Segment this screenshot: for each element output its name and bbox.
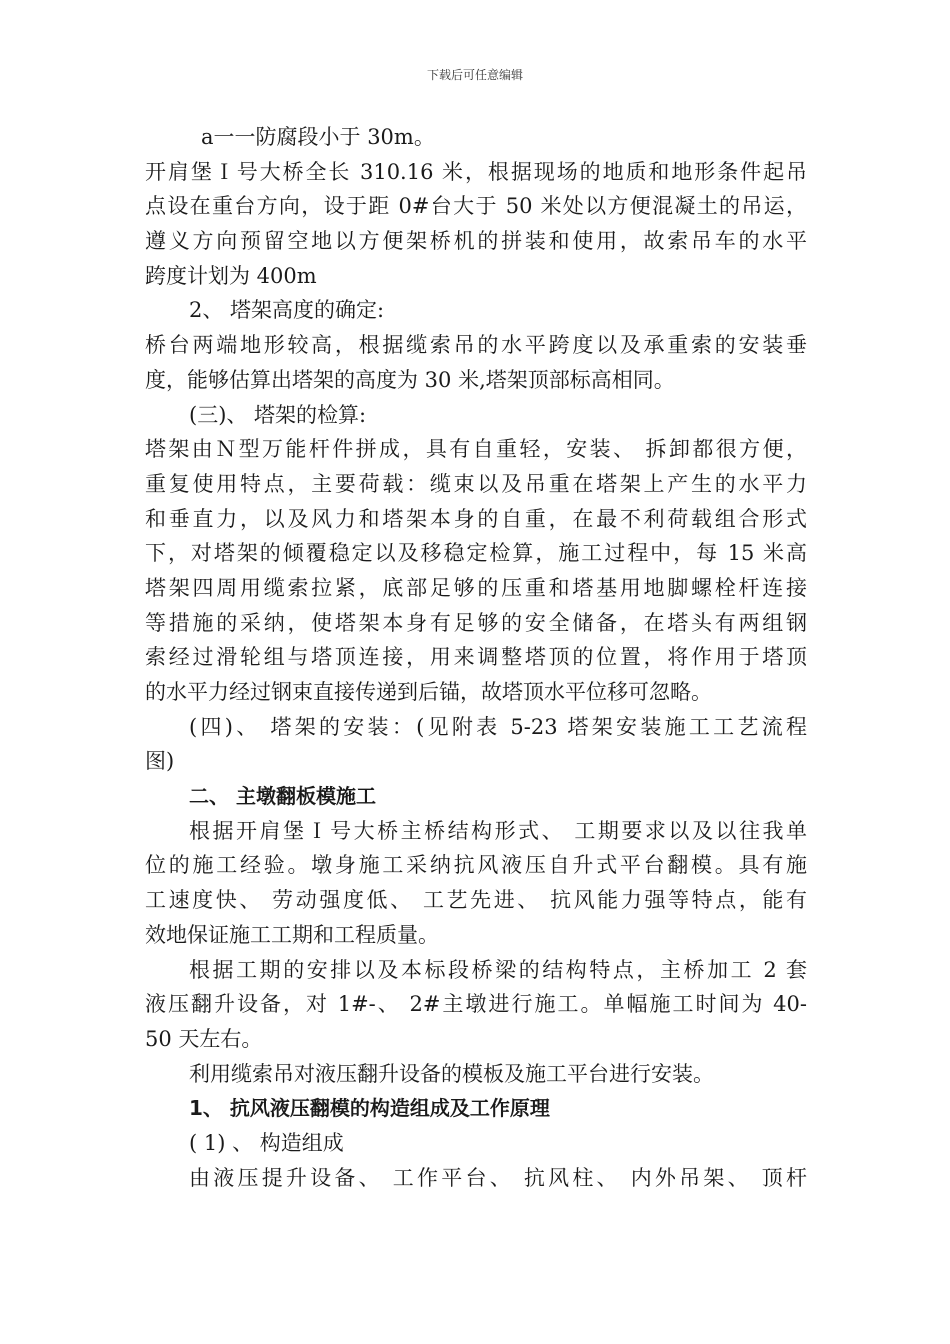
- section-heading-line: 1、 抗风液压翻模的构造组成及工作原理: [189, 1096, 550, 1121]
- text-line: 根据开肩堡Ｉ号大桥主桥结构形式、 工期要求以及以往我单: [189, 818, 807, 843]
- document-body: [145, 120, 807, 1195]
- text-line: 和垂直力，以及风力和塔架本身的自重，在最不利荷载组合形式: [145, 506, 807, 531]
- text-line: 根据工期的安排以及本标段桥梁的结构特点，主桥加工 2 套: [189, 957, 807, 982]
- text-line: 利用缆索吊对液压翻升设备的模板及施工平台进行安装。: [189, 1061, 714, 1086]
- text-line: ( 1) 、 构造组成: [189, 1130, 344, 1155]
- text-line: 开肩堡Ｉ号大桥全长 310.16 米，根据现场的地质和地形条件起吊: [145, 159, 807, 184]
- text-line: 重复使用特点，主要荷载：缆束以及吊重在塔架上产生的水平力: [145, 471, 807, 496]
- text-line: 效地保证施工工期和工程质量。: [145, 922, 439, 947]
- text-line: (三)、 塔架的检算:: [189, 402, 367, 427]
- text-line: 遵义方向预留空地以方便架桥机的拼装和使用，故索吊车的水平: [145, 229, 807, 254]
- text-line: 2、 塔架高度的确定:: [189, 298, 385, 323]
- text-line: 索经过滑轮组与塔顶连接，用来调整塔顶的位置，将作用于塔顶: [145, 645, 807, 670]
- text-line: a一一防腐段小于 30m。: [201, 125, 435, 149]
- text-line: 液压翻升设备，对 1#-、 2#主墩进行施工。单幅施工时间为 40-: [145, 992, 807, 1017]
- text-line: 的水平力经过钢束直接传递到后锚，故塔顶水平位移可忽略。: [145, 680, 712, 704]
- text-line: 塔架四周用缆索拉紧，底部足够的压重和塔基用地脚螺栓杆连接: [145, 575, 807, 600]
- text-line: 桥台两端地形较高，根据缆索吊的水平跨度以及承重索的安装垂: [145, 333, 807, 358]
- text-line: 由液压提升设备、 工作平台、 抗风柱、 内外吊架、 顶杆: [189, 1165, 807, 1190]
- text-line: 跨度计划为 400m: [145, 263, 317, 288]
- text-line: 工速度快、 劳动强度低、 工艺先进、 抗风能力强等特点，能有: [145, 888, 807, 913]
- text-line: 度，能够估算出塔架的高度为 30 米,塔架顶部标高相同。: [145, 367, 675, 392]
- text-line: 点设在重台方向，设于距 0#台大于 50 米处以方便混凝土的吊运，: [145, 194, 807, 219]
- section-heading-line: 二、 主墩翻板模施工: [189, 784, 376, 809]
- text-line: 等措施的采纳，使塔架本身有足够的安全储备，在塔头有两组钢: [145, 610, 807, 635]
- page-header: 下载后可任意编辑: [426, 68, 523, 82]
- text-line: (四)、 塔架的安装：(见附表 5-23 塔架安装施工工艺流程: [189, 714, 807, 739]
- text-line: 塔架由Ｎ型万能杆件拼成，具有自重轻，安装、 拆卸都很方便，: [145, 437, 807, 462]
- text-line: 位的施工经验。墩身施工采纳抗风液压自升式平台翻模。具有施: [145, 853, 807, 878]
- text-line: 50 天左右。: [145, 1026, 263, 1051]
- text-line: 图): [145, 749, 175, 774]
- text-line: 下，对塔架的倾覆稳定以及移稳定检算，施工过程中，每 15 米高: [145, 541, 807, 566]
